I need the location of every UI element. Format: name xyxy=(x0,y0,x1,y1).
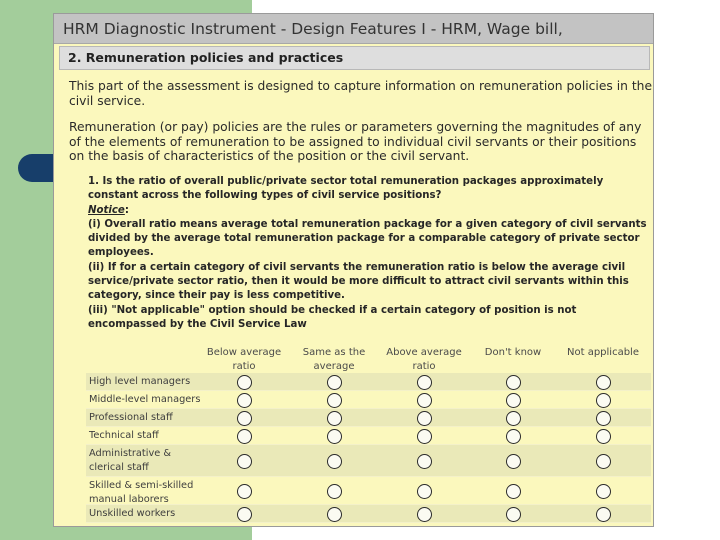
radio-option-5[interactable] xyxy=(596,411,611,426)
column-header-4: Don't know xyxy=(484,347,542,358)
radio-option-5[interactable] xyxy=(596,375,611,390)
intro-paragraph-1: This part of the assessment is designed to capture information on remuneration policies in the civil service. xyxy=(69,79,653,108)
radio-option-4[interactable] xyxy=(506,484,521,499)
table-row xyxy=(86,505,651,523)
row-label: Technical staff xyxy=(89,430,159,441)
row-label: Middle-level managers xyxy=(89,394,201,405)
radio-option-5[interactable] xyxy=(596,454,611,469)
notice-heading xyxy=(88,204,648,218)
row-label: Skilled & semi-skilled manual laborers xyxy=(89,480,194,505)
radio-option-1[interactable] xyxy=(237,375,252,390)
radio-option-4[interactable] xyxy=(506,375,521,390)
note-overall-ratio: (i) Overall ratio means average total remuneration package for a given category of civil servants divided by the average total remuneration package for a comparable category of private sector employees. xyxy=(88,218,647,259)
radio-option-4[interactable] xyxy=(506,507,521,522)
table-row xyxy=(86,427,651,445)
radio-option-4[interactable] xyxy=(506,454,521,469)
radio-option-3[interactable] xyxy=(417,429,432,444)
note-not-applicable: (iii) "Not applicable" option should be checked if a certain category of position is not encompassed by the Civil Service Law xyxy=(88,304,577,330)
radio-option-5[interactable] xyxy=(596,393,611,408)
table-row xyxy=(86,409,651,427)
radio-option-2[interactable] xyxy=(327,393,342,408)
radio-option-2[interactable] xyxy=(327,484,342,499)
radio-option-5[interactable] xyxy=(596,429,611,444)
notice-label: Notice xyxy=(88,204,125,216)
radio-option-4[interactable] xyxy=(506,411,521,426)
radio-option-5[interactable] xyxy=(596,484,611,499)
row-label: Administrative & clerical staff xyxy=(89,448,172,473)
section-heading: 2. Remuneration policies and practices xyxy=(59,46,650,70)
row-label: Professional staff xyxy=(89,412,173,423)
radio-option-4[interactable] xyxy=(506,429,521,444)
radio-option-1[interactable] xyxy=(237,484,252,499)
radio-option-3[interactable] xyxy=(417,454,432,469)
column-header-1: Below average ratio xyxy=(206,347,282,372)
radio-option-2[interactable] xyxy=(327,411,342,426)
radio-option-5[interactable] xyxy=(596,507,611,522)
window-title-bar: HRM Diagnostic Instrument - Design Features I - HRM, Wage bill, xyxy=(54,14,653,44)
background-green-band-bottom xyxy=(0,522,60,540)
table-row xyxy=(86,373,651,391)
radio-option-3[interactable] xyxy=(417,507,432,522)
table-row xyxy=(86,477,651,505)
radio-option-1[interactable] xyxy=(237,411,252,426)
radio-option-2[interactable] xyxy=(327,375,342,390)
radio-option-3[interactable] xyxy=(417,393,432,408)
question-text: 1. Is the ratio of overall public/private sector total remuneration packages approximately constant across the following types of civil service positions? xyxy=(88,176,604,202)
note-below-average: (ii) If for a certain category of civil servants the remuneration ratio is below the average civil service/private sector ratio, then it would be more difficult to attract civil servants within this category, since their pay is less competitive. xyxy=(88,261,629,302)
column-header-3: Above average ratio xyxy=(386,347,462,372)
radio-option-3[interactable] xyxy=(417,411,432,426)
question-block xyxy=(88,175,648,332)
column-header-5: Not applicable xyxy=(567,347,639,358)
table-row xyxy=(86,445,651,477)
survey-panel xyxy=(53,13,654,527)
radio-option-1[interactable] xyxy=(237,507,252,522)
table-row xyxy=(86,391,651,409)
intro-paragraph-2: Remuneration (or pay) policies are the rules or parameters governing the magnitudes of any of the elements of remuneration to be assigned to individual civil servants or their positions on the basis of characteristics of the position or the civil servant. xyxy=(69,120,642,163)
column-header-2: Same as the average xyxy=(302,347,366,372)
radio-option-3[interactable] xyxy=(417,375,432,390)
radio-option-4[interactable] xyxy=(506,393,521,408)
radio-option-2[interactable] xyxy=(327,454,342,469)
radio-option-3[interactable] xyxy=(417,484,432,499)
radio-option-2[interactable] xyxy=(327,429,342,444)
radio-option-1[interactable] xyxy=(237,454,252,469)
radio-option-2[interactable] xyxy=(327,507,342,522)
row-label: High level managers xyxy=(89,376,191,387)
notice-colon: : xyxy=(124,204,129,216)
row-label: Unskilled workers xyxy=(89,508,176,519)
radio-option-1[interactable] xyxy=(237,429,252,444)
radio-option-1[interactable] xyxy=(237,393,252,408)
